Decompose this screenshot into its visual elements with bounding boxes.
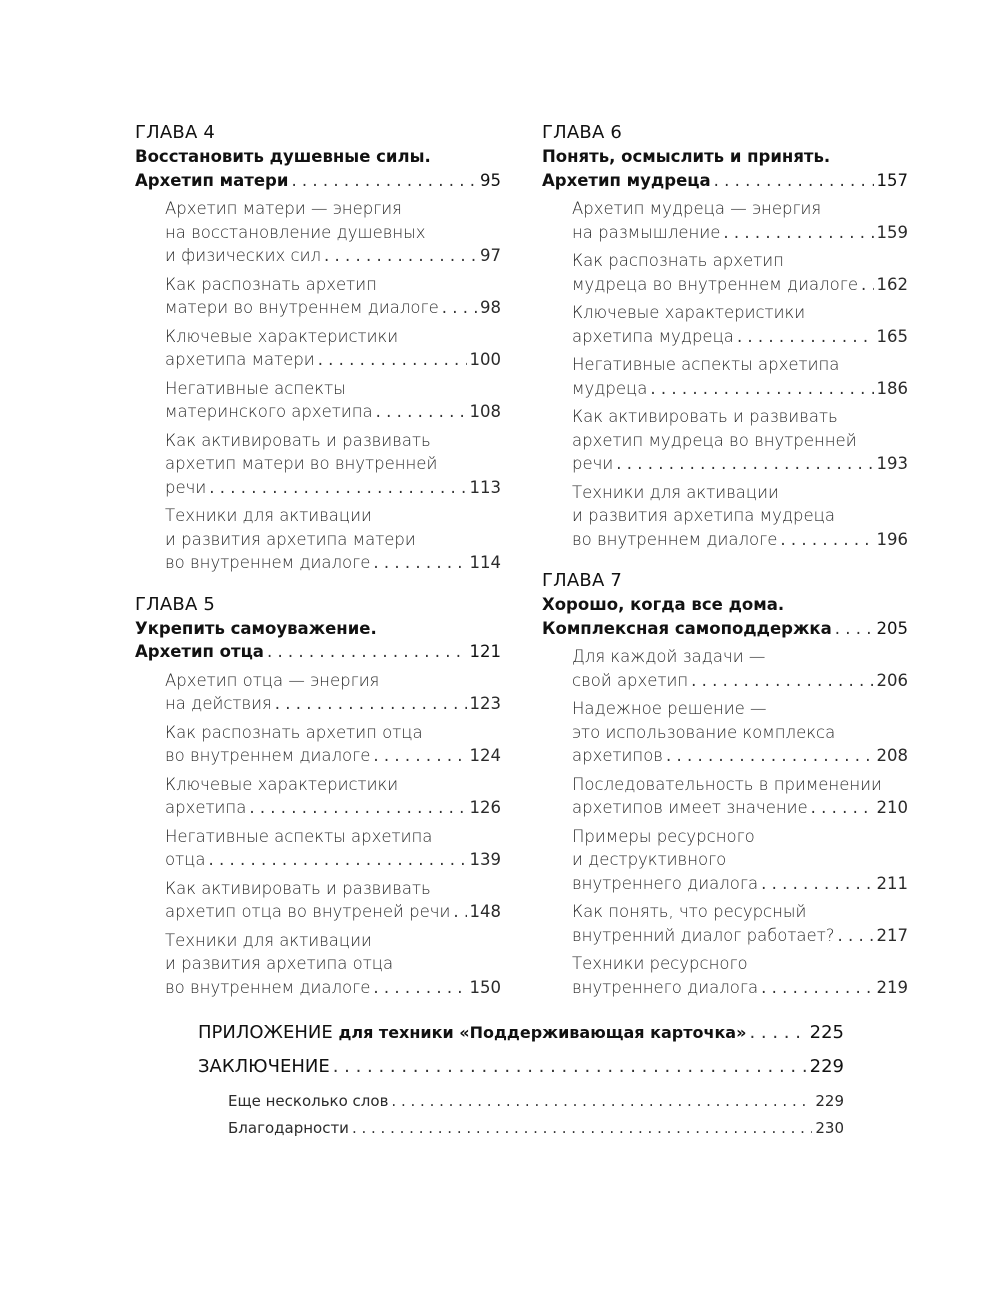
toc-entry[interactable] (165, 929, 501, 1000)
chapter-title-text: Архетип мудреца (542, 170, 711, 190)
entry-line-text: материнского архетипа (165, 402, 373, 421)
leader-dots (811, 796, 874, 820)
entry-last-line (165, 476, 501, 500)
toc-right-column (542, 121, 908, 1017)
entry-line-text: Негативные аспекты архетипа (165, 826, 433, 846)
entry-line-text: во внутреннем диалоге (165, 977, 371, 997)
entry-line-text: Надежное решение — (572, 699, 767, 718)
toc-entry[interactable] (165, 197, 501, 268)
entry-line-text: Примеры ресурсного (572, 826, 755, 846)
entry-line-text: Как распознать архетип (165, 274, 377, 294)
page-number: 193 (876, 454, 908, 473)
leader-dots (275, 692, 467, 716)
entry-last-line (165, 244, 501, 268)
entry-last-line (165, 551, 501, 575)
toc-entry[interactable] (572, 301, 908, 348)
page-number: 229 (815, 1092, 844, 1110)
chapter-title-line: Восстановить душевные силы. (135, 147, 431, 166)
chapter-title-line (542, 617, 908, 641)
chapter-title-line (542, 169, 908, 193)
entry-line-text: на действия (165, 694, 272, 713)
entry-last-line (165, 296, 501, 320)
conclusion-label: ЗАКЛЮЧЕНИЕ (198, 1056, 330, 1077)
toc-entry[interactable] (165, 669, 501, 716)
chapter-title-line (135, 169, 501, 193)
page-number: 211 (876, 873, 908, 893)
toc-entry[interactable] (572, 952, 908, 999)
entry-last-line (165, 848, 501, 872)
entry-line-text: мудреца (572, 378, 648, 398)
page-number: 210 (876, 798, 908, 817)
entry-line-text: и развития архетипа мудреца (572, 506, 836, 525)
page-number: 150 (469, 977, 501, 997)
toc-entry[interactable] (165, 825, 501, 872)
toc-entry[interactable] (165, 429, 501, 500)
entry-line-text: архетипа (165, 798, 247, 817)
toc-entry[interactable] (572, 249, 908, 296)
leader-dots (761, 872, 873, 896)
page-number: 139 (469, 850, 501, 869)
entry-last-line (572, 273, 908, 297)
entry-line-text: Архетип мудреца — энергия (572, 199, 822, 218)
page-number: 219 (876, 977, 908, 997)
entry-line-text: Техники для активации (165, 506, 372, 525)
chapter-title[interactable] (542, 145, 908, 192)
toc-entry[interactable] (572, 825, 908, 896)
chapter-title-line: Понять, осмыслить и принять. (542, 147, 831, 166)
leader-dots (780, 528, 873, 552)
page-number: 113 (469, 477, 501, 497)
entry-line-text: и физических сил (165, 246, 322, 265)
page-number: 206 (876, 670, 908, 690)
entry-line-text: внутреннего диалога (572, 873, 759, 893)
entry-line-text: Техники ресурсного (572, 954, 748, 973)
page-number: 217 (876, 925, 908, 945)
entry-line-text: Ключевые характеристики (165, 774, 399, 794)
chapter-label: ГЛАВА 4 (135, 122, 216, 143)
page-number: 123 (469, 694, 501, 713)
chapter-title-line: Хорошо, когда все дома. (542, 595, 785, 614)
entry-line-text: во внутреннем диалоге (165, 553, 371, 572)
page-number: 196 (876, 529, 908, 549)
toc-entry[interactable] (572, 697, 908, 768)
leader-dots (333, 1054, 807, 1080)
entry-line-text: отца (165, 850, 206, 869)
leader-dots (666, 744, 874, 768)
entry-last-line (572, 221, 908, 245)
page-number: 165 (876, 326, 908, 346)
toc-entry[interactable] (572, 197, 908, 244)
leader-dots (373, 744, 466, 768)
entry-last-line (165, 692, 501, 716)
entry-last-line (572, 325, 908, 349)
toc-entry[interactable] (572, 900, 908, 947)
entry-line-text: архетип отца во внутреней речи (165, 902, 451, 921)
leader-dots (442, 296, 477, 320)
appendix-title: для техники «Поддерживающая карточка» (338, 1023, 747, 1042)
entry-line-text: Архетип отца — энергия (165, 670, 380, 690)
entry-last-line (165, 400, 501, 424)
entry-line-text: внутреннего диалога (572, 977, 759, 997)
entry-line-text: архетип мудреца во внутренней (572, 430, 857, 450)
toc-conclusion[interactable] (198, 1054, 844, 1080)
leader-dots (391, 1088, 812, 1115)
toc-chapter (542, 569, 908, 999)
toc-chapter (135, 593, 501, 1000)
toc-entry[interactable] (165, 773, 501, 820)
entry-line-text: Техники для активации (572, 482, 779, 502)
entry-line-text: архетипа матери (165, 350, 315, 369)
entry-line-text: во внутреннем диалоге (572, 529, 778, 549)
page-number: 126 (469, 798, 501, 817)
page-number: 159 (876, 222, 908, 242)
leader-dots (291, 169, 477, 193)
leader-dots (861, 273, 874, 297)
toc-chapter (135, 121, 501, 575)
entry-last-line (165, 900, 501, 924)
entry-title: Благодарности (228, 1119, 349, 1137)
entry-line-text: Последовательность в применении (572, 774, 882, 794)
entry-line-text: Как распознать архетип отца (165, 722, 423, 742)
toc-entry[interactable] (228, 1115, 844, 1142)
page-number: 208 (876, 746, 908, 765)
leader-dots (373, 976, 466, 1000)
entry-last-line (572, 744, 908, 768)
chapter-title-text: Архетип отца (135, 642, 264, 661)
toc-entry[interactable] (165, 377, 501, 424)
entry-last-line (572, 872, 908, 896)
entry-last-line (572, 528, 908, 552)
page-number: 100 (469, 350, 501, 369)
toc-entry[interactable] (572, 773, 908, 820)
appendix-label: ПРИЛОЖЕНИЕ (198, 1022, 333, 1043)
page-number: 225 (809, 1022, 844, 1043)
toc-appendix[interactable] (198, 1020, 844, 1046)
entry-last-line (572, 796, 908, 820)
chapter-label: ГЛАВА 6 (542, 122, 623, 143)
entry-last-line (572, 976, 908, 1000)
entry-line-text: Как активировать и развивать (572, 407, 838, 426)
entry-line-text: во внутреннем диалоге (165, 746, 371, 765)
entry-line-text: Архетип матери — энергия (165, 199, 402, 218)
entry-last-line (572, 452, 908, 476)
toc-entry[interactable] (572, 645, 908, 692)
page-number: 230 (815, 1119, 844, 1137)
entry-line-text: речи (165, 477, 207, 497)
entry-line-text: речи (572, 454, 614, 473)
entry-last-line (165, 348, 501, 372)
entry-line-text: Как понять, что ресурсный (572, 902, 807, 921)
leader-dots (249, 796, 466, 820)
entry-last-line (165, 976, 501, 1000)
page-number: 121 (469, 642, 501, 661)
page-number: 95 (480, 170, 501, 190)
entry-last-line (165, 744, 501, 768)
entry-line-text: Техники для активации (165, 930, 372, 950)
chapter-title[interactable] (542, 593, 908, 640)
entry-line-text: мудреца во внутреннем диалоге (572, 274, 858, 294)
page-number: 98 (480, 298, 501, 317)
toc-entry[interactable] (572, 481, 908, 552)
chapter-title[interactable] (135, 145, 501, 192)
leader-dots (318, 348, 467, 372)
entry-line-text: Ключевые характеристики (165, 326, 399, 346)
entry-line-text: Негативные аспекты (165, 378, 346, 398)
entry-last-line (572, 669, 908, 693)
entry-line-text: архетип матери во внутренней (165, 454, 438, 473)
leader-dots (209, 848, 467, 872)
entry-line-text: и деструктивного (572, 850, 727, 869)
entry-line-text: на размышление (572, 222, 721, 242)
chapter-title[interactable] (135, 617, 501, 664)
entry-line-text: Как активировать и развивать (165, 878, 431, 898)
toc-entry[interactable] (165, 877, 501, 924)
entry-line-text: и развития архетипа матери (165, 529, 416, 549)
leader-dots (835, 617, 874, 641)
leader-dots (714, 169, 874, 193)
page-number: 157 (876, 170, 908, 190)
chapter-title-line (135, 640, 501, 664)
entry-line-text: архетипов (572, 746, 663, 765)
chapter-title-text: Архетип матери (135, 170, 289, 190)
entry-line-text: это использование комплекса (572, 722, 836, 742)
chapter-label: ГЛАВА 7 (542, 570, 623, 591)
entry-line-text: Как активировать и развивать (165, 430, 431, 450)
leader-dots (616, 452, 873, 476)
toc-back-matter (198, 1020, 844, 1142)
entry-line-text: на восстановление душевных (165, 222, 426, 242)
leader-dots (324, 244, 477, 268)
toc-chapter (542, 121, 908, 551)
entry-line-text: свой архетип (572, 670, 689, 690)
leader-dots (691, 669, 873, 693)
entry-line-text: Негативные аспекты архетипа (572, 355, 840, 374)
entry-last-line (572, 377, 908, 401)
leader-dots (650, 377, 873, 401)
leader-dots (376, 400, 467, 424)
leader-dots (267, 640, 467, 664)
leader-dots (373, 551, 466, 575)
entry-line-text: Для каждой задачи — (572, 647, 766, 666)
leader-dots (352, 1115, 812, 1142)
page-number: 124 (469, 746, 501, 765)
leader-dots (723, 221, 873, 245)
chapter-title-line: Укрепить самоуважение. (135, 618, 377, 638)
entry-line-text: Как распознать архетип (572, 251, 784, 270)
toc-entry[interactable] (165, 325, 501, 372)
entry-last-line (572, 924, 908, 948)
page-number: 97 (480, 246, 501, 265)
page-number: 186 (876, 378, 908, 398)
page-number: 108 (469, 402, 501, 421)
toc-left-column (135, 121, 501, 1017)
entry-line-text: и развития архетипа отца (165, 954, 394, 973)
page-number: 114 (469, 553, 501, 572)
leader-dots (453, 900, 466, 924)
leader-dots (749, 1020, 806, 1046)
page-number: 148 (469, 902, 501, 921)
leader-dots (761, 976, 873, 1000)
entry-line-text: Ключевые характеристики (572, 303, 806, 322)
entry-last-line (165, 796, 501, 820)
toc-entry[interactable] (228, 1088, 844, 1115)
page-number: 205 (876, 618, 908, 638)
page-number: 229 (809, 1056, 844, 1077)
entry-line-text: архетипа мудреца (572, 326, 734, 346)
leader-dots (737, 325, 874, 349)
toc-entry[interactable] (165, 721, 501, 768)
leader-dots (209, 476, 466, 500)
toc-entry[interactable] (165, 504, 501, 575)
chapter-label: ГЛАВА 5 (135, 593, 216, 615)
entry-line-text: архетипов имеет значение (572, 798, 808, 817)
toc-entry[interactable] (165, 273, 501, 320)
toc-entry[interactable] (572, 405, 908, 476)
leader-dots (838, 924, 874, 948)
entry-line-text: внутренний диалог работает? (572, 925, 835, 945)
entry-title: Еще несколько слов (228, 1092, 389, 1110)
page-number: 162 (876, 274, 908, 294)
chapter-title-text: Комплексная самоподдержка (542, 618, 832, 638)
entry-line-text: матери во внутреннем диалоге (165, 298, 439, 317)
toc-entry[interactable] (572, 353, 908, 400)
